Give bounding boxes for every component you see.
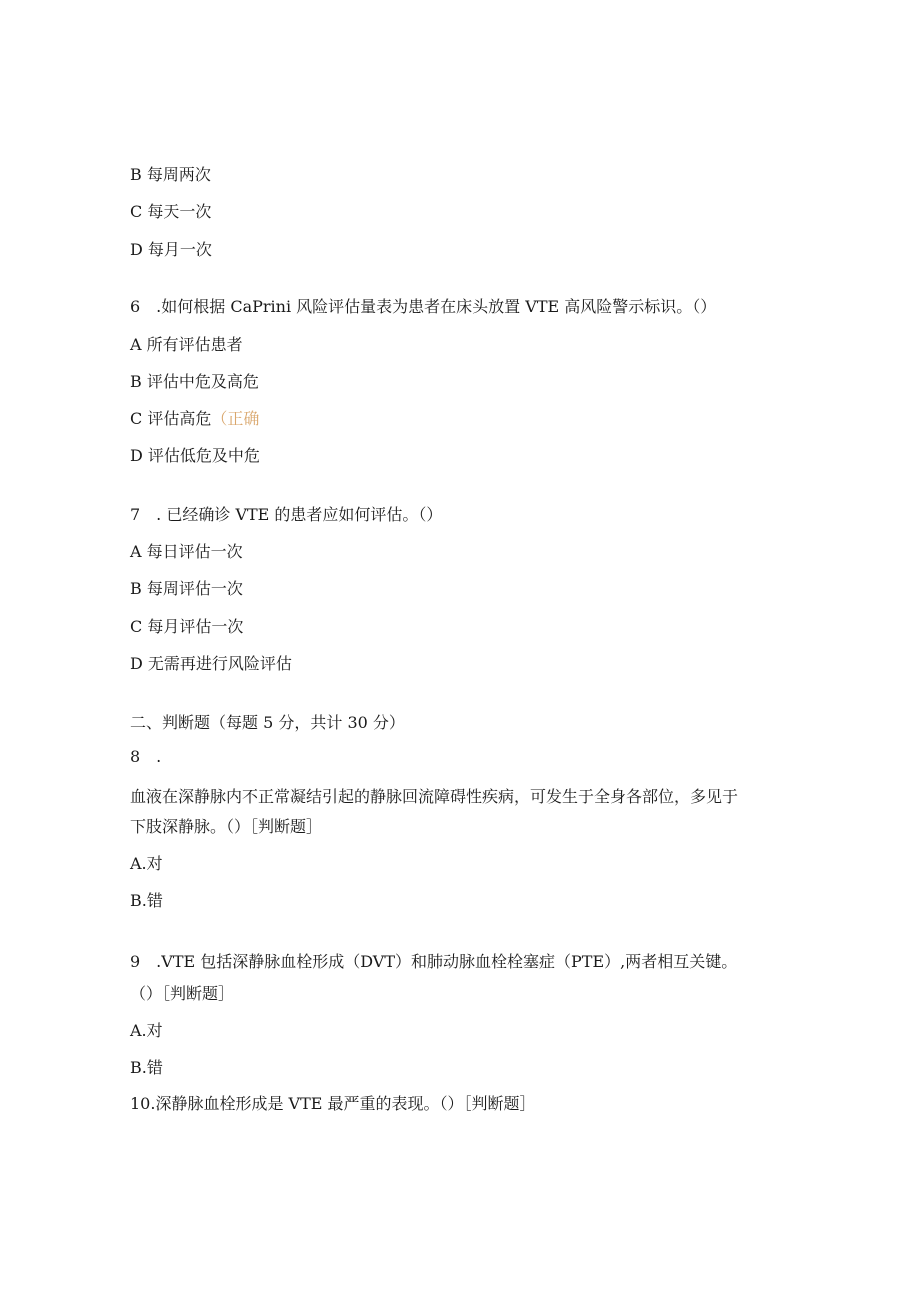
q8-stem-line2: 下肢深静脉。（）［判断题］ — [130, 817, 323, 836]
q7-option-d: D 无需再进行风险评估 — [130, 654, 292, 673]
q7-option-a: A 每日评估一次 — [130, 542, 243, 561]
q6-option-c-text: C 评估高危 — [130, 409, 212, 428]
q6-option-a: A 所有评估患者 — [130, 335, 243, 354]
q6-option-b: B 评估中危及高危 — [130, 372, 259, 391]
q6-option-d: D 评估低危及中危 — [130, 446, 260, 465]
q10-stem: 10.深静脉血栓形成是 VTE 最严重的表现。（）［判断题］ — [130, 1094, 536, 1113]
q7-stem: 7 . 已经确诊 VTE 的患者应如何评估。（） — [130, 505, 443, 524]
q9-option-a: A.对 — [130, 1021, 163, 1040]
section-heading-true-false: 二、判断题（每题 5 分，共计 30 分） — [130, 713, 405, 732]
q9-stem-line2: （）［判断题］ — [130, 984, 235, 1003]
q8-option-b: B.错 — [130, 891, 163, 910]
q9-stem-line1: 9 .VTE 包括深静脉血栓形成（DVT）和肺动脉血栓栓塞症（PTE）,两者相互关键。 — [130, 952, 738, 971]
q8-option-a: A.对 — [130, 854, 163, 873]
q7-option-c: C 每月评估一次 — [130, 617, 244, 636]
q8-stem-line1: 血液在深静脉内不正常凝结引起的静脉回流障碍性疾病，可发生于全身各部位，多见于 — [130, 787, 739, 806]
q5-option-d: D 每月一次 — [130, 240, 212, 259]
q5-option-b: B 每周两次 — [130, 165, 211, 184]
q9-option-b: B.错 — [130, 1058, 163, 1077]
q7-option-b: B 每周评估一次 — [130, 579, 243, 598]
q8-number: 8 . — [130, 747, 162, 766]
q5-option-c: C 每天一次 — [130, 202, 212, 221]
q6-answer-note: （正确 — [211, 409, 260, 428]
q6-stem: 6 .如何根据 CaPrini 风险评估量表为患者在床头放置 VTE 高风险警示标识。（） — [130, 297, 717, 316]
q6-option-c — [130, 408, 259, 430]
